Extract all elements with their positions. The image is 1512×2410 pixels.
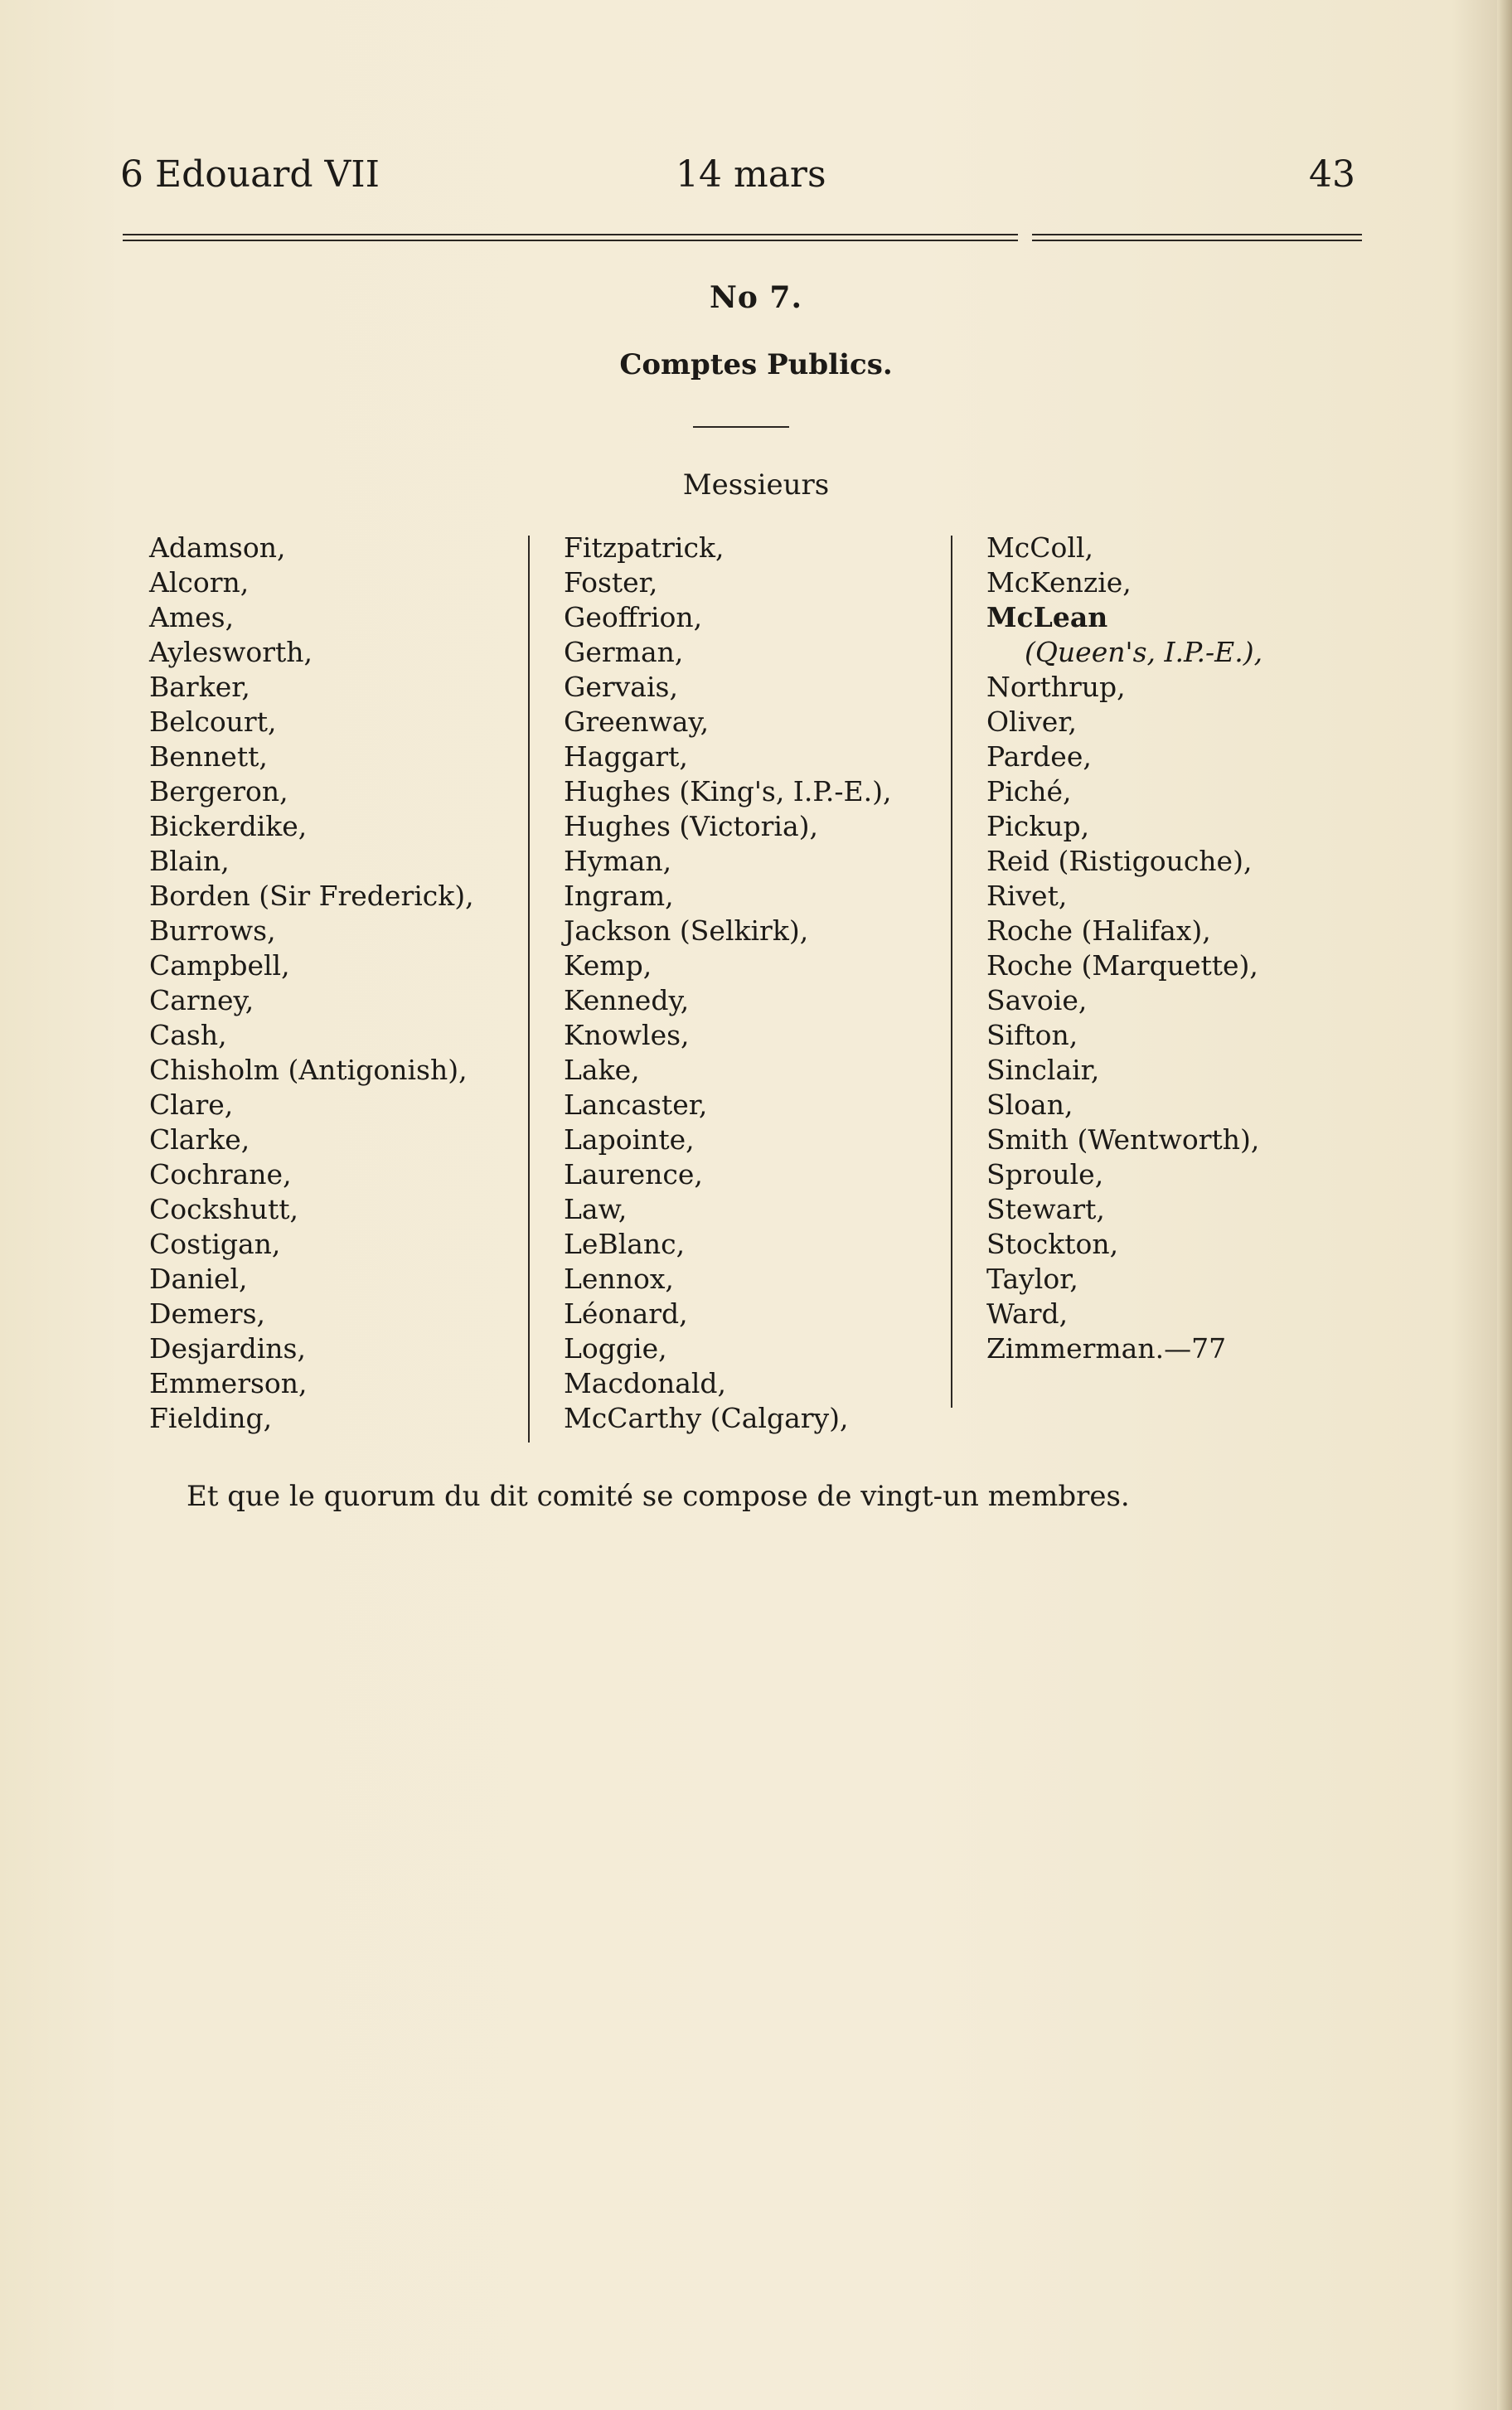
member-name: Fielding, bbox=[149, 1402, 273, 1434]
member-name: Barker, bbox=[149, 671, 250, 703]
document-title: Comptes Publics. bbox=[619, 348, 893, 381]
page-number: 43 bbox=[1309, 153, 1355, 196]
member-name: Ward, bbox=[986, 1297, 1069, 1330]
member-name: Haggart, bbox=[564, 740, 688, 773]
member-name: Burrows, bbox=[149, 914, 276, 947]
header-date: 14 mars bbox=[676, 153, 826, 196]
member-name: Pickup, bbox=[986, 810, 1090, 842]
member-name: Foster, bbox=[564, 566, 658, 599]
closing-resolution: Et que le quorum du dit comité se compose de vingt-un membres. bbox=[187, 1480, 1130, 1513]
member-name: Borden (Sir Frederick), bbox=[149, 880, 474, 912]
header-session: 6 Edouard VII bbox=[120, 153, 380, 196]
member-name: Rivet, bbox=[986, 880, 1068, 912]
member-name: Adamson, bbox=[149, 531, 286, 564]
member-name: Cockshutt, bbox=[149, 1193, 299, 1225]
member-name: Roche (Halifax), bbox=[986, 914, 1211, 947]
member-name: Blain, bbox=[149, 845, 230, 877]
member-name: Cochrane, bbox=[149, 1158, 292, 1190]
member-name: Gervais, bbox=[564, 671, 678, 703]
member-name: Carney, bbox=[149, 984, 254, 1016]
member-name: Knowles, bbox=[564, 1019, 690, 1051]
column-divider bbox=[528, 536, 530, 1443]
member-name: Smith (Wentworth), bbox=[986, 1123, 1260, 1156]
member-name: Hughes (Victoria), bbox=[564, 810, 819, 842]
member-name: LeBlanc, bbox=[564, 1228, 686, 1260]
member-name: German, bbox=[564, 636, 684, 668]
page-header bbox=[120, 153, 1355, 203]
member-name: Reid (Ristigouche), bbox=[986, 845, 1253, 877]
member-name: Macdonald, bbox=[564, 1367, 727, 1399]
member-name: Sinclair, bbox=[986, 1054, 1100, 1086]
member-name: Hyman, bbox=[564, 845, 672, 877]
member-name: Jackson (Selkirk), bbox=[564, 914, 809, 947]
member-name: Léonard, bbox=[564, 1297, 688, 1330]
member-name: Loggie, bbox=[564, 1332, 667, 1365]
member-name: Bennett, bbox=[149, 740, 268, 773]
member-name: Lake, bbox=[564, 1054, 640, 1086]
member-name: Campbell, bbox=[149, 949, 290, 982]
member-name: McColl, bbox=[986, 531, 1093, 564]
member-name: Alcorn, bbox=[149, 566, 250, 599]
member-name: Aylesworth, bbox=[149, 636, 313, 668]
members-column-3 bbox=[986, 531, 1262, 1366]
salutation: Messieurs bbox=[682, 468, 830, 502]
document-number: No 7. bbox=[709, 280, 803, 315]
member-name: Desjardins, bbox=[149, 1332, 306, 1365]
column-divider bbox=[951, 536, 952, 1408]
member-name: Clare, bbox=[149, 1089, 234, 1121]
member-name: Taylor, bbox=[986, 1263, 1078, 1295]
member-name: Savoie, bbox=[986, 984, 1088, 1016]
member-name: Pardee, bbox=[986, 740, 1092, 773]
member-name: Northrup, bbox=[986, 671, 1126, 703]
member-name: Laurence, bbox=[564, 1158, 703, 1190]
member-name: Bergeron, bbox=[149, 775, 288, 807]
header-double-rule bbox=[123, 234, 1018, 241]
member-name: Demers, bbox=[149, 1297, 266, 1330]
member-name: Belcourt, bbox=[149, 706, 277, 738]
member-name: Kennedy, bbox=[564, 984, 690, 1016]
member-name: Lennox, bbox=[564, 1263, 674, 1295]
member-name: Sloan, bbox=[986, 1089, 1073, 1121]
member-name: Ingram, bbox=[564, 880, 674, 912]
header-double-rule-right bbox=[1032, 234, 1362, 241]
member-name: Cash, bbox=[149, 1019, 227, 1051]
member-name: Lancaster, bbox=[564, 1089, 708, 1121]
member-name: Kemp, bbox=[564, 949, 652, 982]
member-riding: (Queen's, I.P.-E.), bbox=[1025, 636, 1263, 668]
member-name: Geoffrion, bbox=[564, 601, 703, 633]
member-name: Daniel, bbox=[149, 1263, 248, 1295]
member-name: McCarthy (Calgary), bbox=[564, 1402, 849, 1434]
member-name: Oliver, bbox=[986, 706, 1077, 738]
member-name: Sproule, bbox=[986, 1158, 1104, 1190]
member-name: Bickerdike, bbox=[149, 810, 308, 842]
member-name: McLean bbox=[986, 601, 1108, 633]
member-name: Roche (Marquette), bbox=[986, 949, 1258, 982]
member-name: Piché, bbox=[986, 775, 1072, 807]
member-name: Zimmerman.—77 bbox=[986, 1332, 1227, 1365]
member-name: Chisholm (Antigonish), bbox=[149, 1054, 468, 1086]
member-name: Sifton, bbox=[986, 1019, 1078, 1051]
member-name: Law, bbox=[564, 1193, 628, 1225]
member-name: McKenzie, bbox=[986, 566, 1132, 599]
member-name: Hughes (King's, I.P.-E.), bbox=[564, 775, 892, 807]
member-name: Emmerson, bbox=[149, 1367, 308, 1399]
members-column-1 bbox=[149, 531, 474, 1436]
member-name: Greenway, bbox=[564, 706, 710, 738]
member-name: Stockton, bbox=[986, 1228, 1119, 1260]
member-name: Clarke, bbox=[149, 1123, 250, 1156]
title-divider bbox=[693, 426, 789, 428]
member-name: Ames, bbox=[149, 601, 235, 633]
member-name: Costigan, bbox=[149, 1228, 281, 1260]
member-name: Lapointe, bbox=[564, 1123, 695, 1156]
member-name: Fitzpatrick, bbox=[564, 531, 724, 564]
member-name: Stewart, bbox=[986, 1193, 1105, 1225]
members-column-2 bbox=[564, 531, 891, 1436]
